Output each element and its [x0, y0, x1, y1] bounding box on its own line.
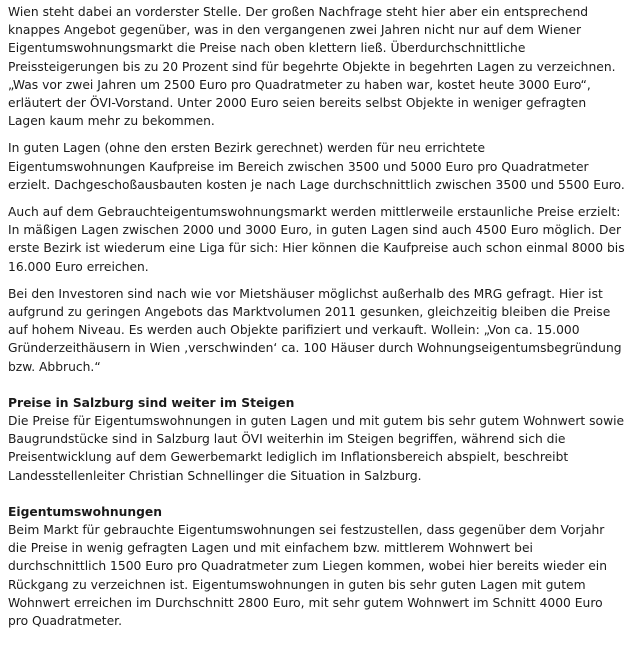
paragraph-investors: Bei den Investoren sind nach wie vor Mietshäuser möglichst außerhalb des MRG gefragt. Hier ist aufgrund zu geringen Angebots das Marktvolumen 2011 gesunken, gleichzeitig bleiben die Preise auf hohem Niveau. Es werden auch Objekte parifiziert und verkauft. Wollein: „Von ca. 15.000 Gründerzeithäusern in Wien ‚verschwinden‘ ca. 100 Häuser durch Wohnungseigentumsbegründung bzw. Abbruch.“	[8, 286, 622, 374]
section-heading-eigentumswohnungen: Eigentumswohnungen	[8, 504, 162, 519]
paragraph-neubau-prices: In guten Lagen (ohne den ersten Bezirk gerechnet) werden für neu errichtete Eigentumswohnungen Kaufpreise im Bereich zwischen 3500 und 5000 Euro pro Quadratmeter erzielt. Dachgeschoßausbauten kosten je nach Lage durchschnittlich zwischen 3500 und 5500 Euro.	[8, 141, 625, 192]
section-body-eigentumswohnungen: Beim Markt für gebrauchte Eigentumswohnungen sei festzustellen, dass gegenüber dem Vorjahr die Preise in wenig gefragten Lagen und mit einfachem bzw. mittlerem Wohnwert bei durchschnittlich 1500 Euro pro Quadratmeter zum Liegen kommen, wobei hier bereits wieder ein Rückgang zu verzeichnen ist. Eigentumswohnungen in guten bis sehr guten Lagen mit gutem Wohnwert erreichen im Durchschnitt 2800 Euro, mit sehr gutem Wohnwert im Schnitt 4000 Euro pro Quadratmeter.	[8, 523, 608, 629]
section-body-salzburg: Die Preise für Eigentumswohnungen in guten Lagen und mit gutem bis sehr gutem Wohnwert sowie Baugrundstücke sind in Salzburg laut ÖVI weiterhin im Steigen begriffen, während sich die Preisentwicklung auf dem Gewerbemarkt lediglich im Inflationsbereich abspielt, beschreibt Landesstellenleiter Christian Schnellinger die Situation in Salzburg.	[8, 414, 625, 483]
paragraph-wien-overview: Wien steht dabei an vorderster Stelle. Der großen Nachfrage steht hier aber ein entsprechend knappes Angebot gegenüber, was in den vergangenen zwei Jahren nicht nur auf dem Wiener Eigentumswohnungsmarkt die Preise nach oben klettern ließ. Überdurchschnittliche Preissteigerungen bis zu 20 Prozent sind für begehrte Objekte in begehrten Lagen zu verzeichnen. „Was vor zwei Jahren um 2500 Euro pro Quadratmeter zu haben war, kostet heute 3000 Euro“, erläutert der ÖVI-Vorstand. Unter 2000 Euro seien bereits selbst Objekte in weniger gefragten Lagen kaum mehr zu bekommen.	[8, 5, 616, 129]
section-salzburg	[8, 394, 626, 485]
section-heading-salzburg: Preise in Salzburg sind weiter im Steigen	[8, 395, 295, 410]
paragraph-gebraucht-prices: Auch auf dem Gebrauchteigentumswohnungsmarkt werden mittlerweile erstaunliche Preise erzielt: In mäßigen Lagen zwischen 2000 und 3000 Euro, in guten Lagen sind auch 4500 Euro möglich. Der erste Bezirk ist wiederum eine Liga für sich: Hier können die Kaufpreise auch schon einmal 8000 bis 16.000 Euro erreichen.	[8, 205, 625, 274]
section-eigentumswohnungen	[8, 503, 626, 630]
